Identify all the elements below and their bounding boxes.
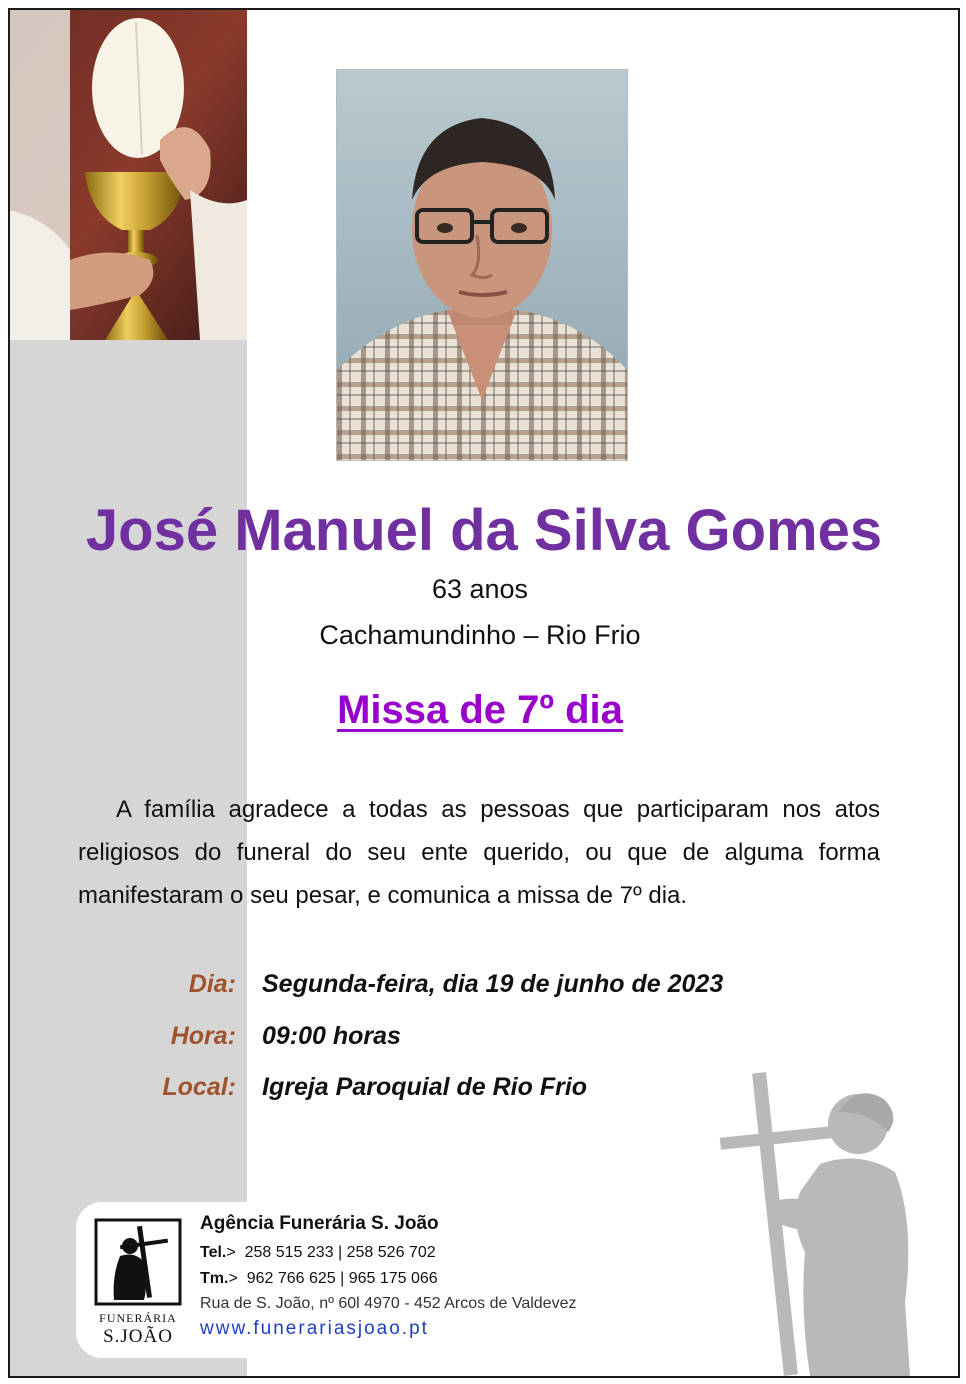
- detail-value: Igreja Paroquial de Rio Frio: [262, 1073, 588, 1101]
- tel-numbers: 258 515 233 | 258 526 702: [244, 1244, 436, 1261]
- agency-logo: [90, 1216, 186, 1346]
- detail-label: Hora:: [170, 1022, 236, 1050]
- event-title-text: Missa de 7º dia: [337, 688, 623, 732]
- eucharist-chalice-image: [10, 10, 247, 340]
- logo-text-bottom: S.JOÃO: [103, 1326, 173, 1346]
- pilgrim-with-cross-silhouette: [710, 1072, 930, 1376]
- tm-label: Tm.: [200, 1270, 229, 1287]
- detail-label: Local:: [162, 1073, 236, 1101]
- thanks-message-text: A família agradece a todas as pessoas que participaram nos atos religiosos do funeral do seu ente querido, ou que de alguma forma manifestaram o seu pesar, e comunica a missa de 7º dia.: [78, 796, 880, 909]
- thanks-message: [78, 788, 880, 917]
- detail-label: Dia:: [188, 970, 236, 998]
- tel-label: Tel.: [200, 1244, 227, 1261]
- agency-address: Rua de S. João, nº 60l 4970 - 452 Arcos de Valdevez: [200, 1295, 577, 1312]
- tm-numbers: 962 766 625 | 965 175 066: [246, 1270, 438, 1287]
- detail-row-day: [10, 970, 958, 1004]
- obituary-card: [8, 8, 960, 1378]
- agency-contact: [200, 1213, 576, 1342]
- agency-name: Agência Funerária S. João: [200, 1213, 439, 1234]
- deceased-location: Cachamundinho – Rio Frio: [319, 620, 641, 650]
- detail-value: Segunda-feira, dia 19 de junho de 2023: [262, 970, 724, 998]
- detail-value: 09:00 horas: [262, 1022, 401, 1050]
- agency-website-link[interactable]: www.funerariasjoao.pt: [200, 1318, 429, 1339]
- deceased-name: José Manuel da Silva Gomes: [85, 498, 883, 563]
- deceased-age: 63 anos: [431, 574, 529, 604]
- event-title: [10, 688, 950, 733]
- logo-text-top: FUNERÁRIA: [99, 1311, 177, 1325]
- agency-tel: Tel.> 258 515 233 | 258 526 702: [200, 1244, 436, 1261]
- agency-mobile: Tm.> 962 766 625 | 965 175 066: [200, 1270, 438, 1287]
- deceased-portrait-photo: [336, 69, 628, 461]
- detail-row-time: [10, 1022, 958, 1056]
